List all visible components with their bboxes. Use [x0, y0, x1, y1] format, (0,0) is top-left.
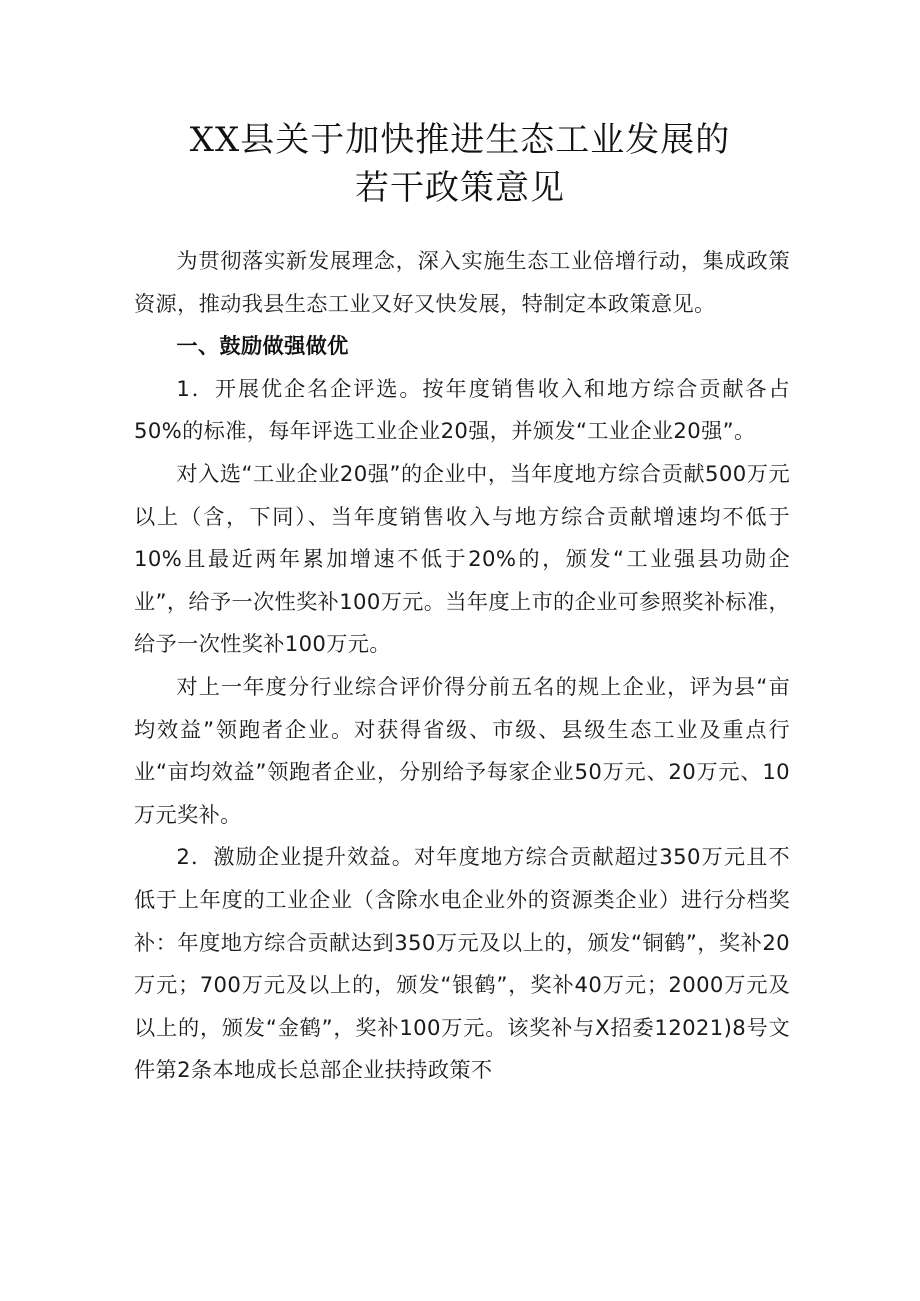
- body-paragraph: 2．激励企业提升效益。对年度地方综合贡献超过350万元且不低于上年度的工业企业（含除水电企业外的资源类企业）进行分档奖补：年度地方综合贡献达到350万元及以上的，颁发“铜鹤”，奖补20万元；700万元及以上的，颁发“银鹤”，奖补40万元；2000万元及以上的，颁发“金鹤”，奖补100万元。该奖补与X招委12021)8号文件第2条本地成长总部企业扶持政策不: [134, 844, 790, 1083]
- body-paragraph: 对入选“工业企业20强”的企业中，当年度地方综合贡献500万元以上（含，下同）、当年度销售收入与地方综合贡献增速均不低于10%且最近两年累加增速不低于20%的，颁发“工业强县功勋企业”，给予一次性奖补100万元。当年度上市的企业可参照奖补标准，给予一次性奖补100万元。: [134, 460, 790, 657]
- document-title-line-2: 若干政策意见: [355, 168, 565, 208]
- document-title-line-1: XX县关于加快推进生态工业发展的: [189, 120, 731, 160]
- body-paragraph: 对上一年度分行业综合评价得分前五名的规上企业，评为县“亩均效益”领跑者企业。对获得省级、市级、县级生态工业及重点行业“亩均效益”领跑者企业，分别给予每家企业50万元、20万元、10万元奖补。: [134, 673, 790, 827]
- document-body: [134, 240, 790, 1092]
- section-heading: 一、鼓励做强做优: [176, 333, 349, 359]
- body-paragraph: 1．开展优企名企评选。按年度销售收入和地方综合贡献各占50%的标准，每年评选工业企业20强，并颁发“工业企业20强”。: [134, 375, 790, 444]
- intro-paragraph: 为贯彻落实新发展理念，深入实施生态工业倍增行动，集成政策资源，推动我县生态工业又好又快发展，特制定本政策意见。: [134, 248, 790, 316]
